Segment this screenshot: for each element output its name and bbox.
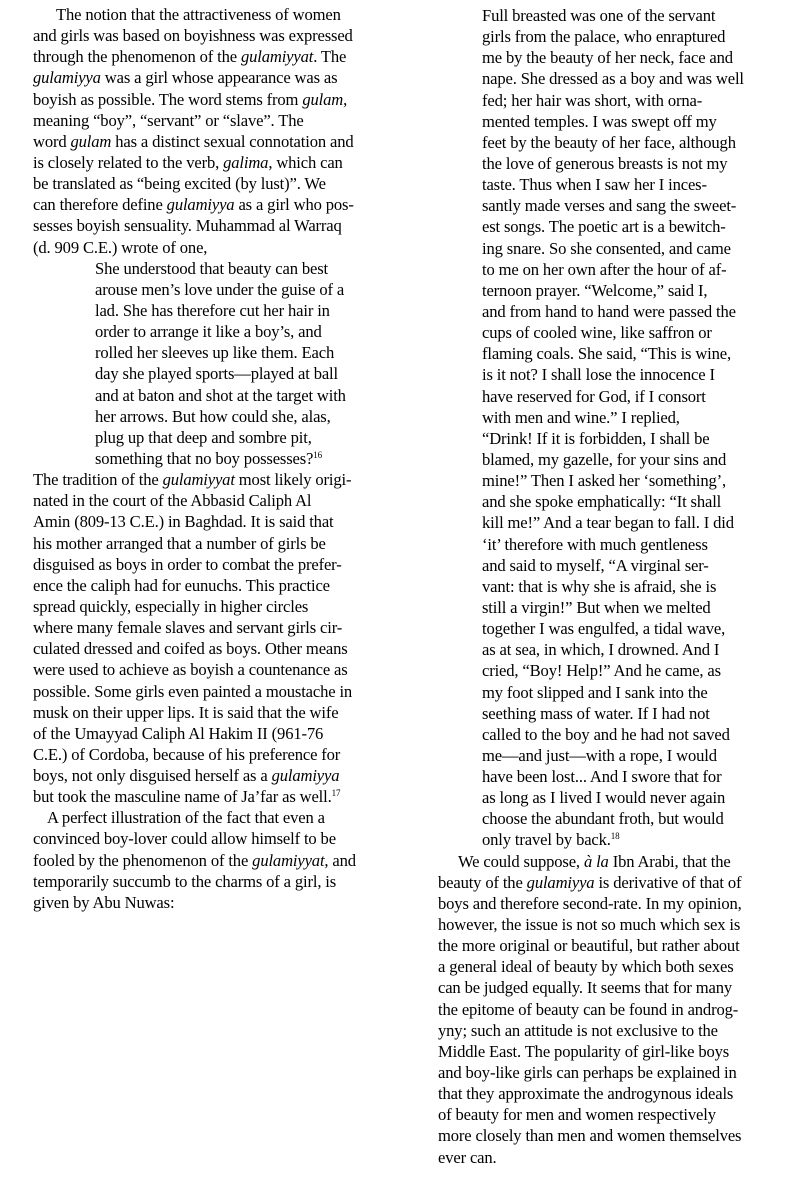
text-line: day she played sports—played at ball [95,364,338,384]
text-line: with men and wine.” I replied, [482,407,680,427]
text-line: word gulam has a distinct sexual connotation and [33,131,354,151]
text-line: ing snare. So she consented, and came [482,238,731,258]
text-line: of beauty for men and women respectively [438,1105,716,1125]
text-line: (d. 909 C.E.) wrote of one, [33,237,208,257]
text-line: seething mass of water. If I had not [482,703,710,723]
text-line: something that no boy possesses?$^{16}$ [95,448,322,468]
text-line: still a virgin!” But when we melted [482,597,711,617]
text-line: as at sea, in which, I drowned. And I [482,640,720,660]
text-line: her arrows. But how could she, alas, [95,406,331,426]
text-line: Full breasted was one of the servant [482,6,716,25]
text-line: can therefore define gulamiyya as a girl who pos- [33,195,354,215]
text-line: spread quickly, especially in higher circles [33,596,309,616]
text-line: “Drink! If it is forbidden, I shall be [482,428,710,448]
text-line: fed; her hair was short, with orna- [482,90,703,110]
text-line: called to the boy and he had not saved [482,724,730,744]
text-line: meaning “boy”, “servant” or “slave”. The [33,110,304,130]
text-line: taste. Thus when I saw her I inces- [482,175,707,195]
text-line: and at baton and shot at the target with [95,385,346,405]
text-line: musk on their upper lips. It is said that the wife [33,702,339,722]
text-line: rolled her sleeves up like them. Each [95,343,335,363]
text-line: where many female slaves and servant girls cir- [33,618,343,638]
text-line: cups of cooled wine, like saffron or [482,323,712,343]
text-line: disguised as boys in order to combat the prefer- [33,554,342,574]
text-line: of the Umayyad Caliph Al Hakim II (961-76 [33,723,324,743]
text-line: est songs. The poetic art is a bewitch- [482,217,726,237]
text-line: were used to achieve as boyish a countenance as [33,660,348,680]
text-line: ence the caliph had for eunuchs. This practice [33,575,330,595]
text-line: me by the beauty of her neck, face and [482,48,733,68]
text-line: girls from the palace, who enraptured [482,27,726,47]
text-line: boys and therefore second-rate. In my opinion, [438,893,742,913]
text-line: is it not? I shall lose the innocence I [482,365,715,385]
text-line: and she spoke emphatically: “It shall [482,492,722,512]
text-line: Middle East. The popularity of girl-like boys [438,1041,730,1061]
text-line: ‘it’ therefore with much gentleness [482,534,708,554]
text-line: ever can. [438,1147,497,1167]
text-line: lad. She has therefore cut her hair in [95,300,330,320]
text-line: yny; such an attitude is not exclusive to the [438,1020,718,1040]
text-line: cried, “Boy! Help!” And he came, as [482,661,721,681]
text-line: order to arrange it like a boy’s, and [95,322,322,342]
text-line: Amin (809-13 C.E.) in Baghdad. It is said that [33,512,334,532]
text-line: feet by the beauty of her face, although [482,132,736,152]
text-line: ternoon prayer. “Welcome,” said I, [482,280,708,300]
text-line: santly made verses and sang the sweet- [482,196,737,216]
text-line: and said to myself, “A virginal ser- [482,555,709,575]
text-line: the love of generous breasts is not my [482,153,728,173]
text-line: C.E.) of Cordoba, because of his preference for [33,744,341,764]
text-line: A perfect illustration of the fact that even a [47,808,325,828]
text-line: be translated as “being excited (by lust)”. We [33,174,326,194]
text-line: blamed, my gazelle, for your sins and [482,449,727,469]
text-line: We could suppose, à la Ibn Arabi, that the [458,851,731,871]
text-line: but took the masculine name of Ja’far as well.$^{17}$ [33,787,341,807]
text-line: a general ideal of beauty by which both sexes [438,957,734,977]
text-line: fooled by the phenomenon of the gulamiyyat, and [33,850,356,870]
text-line: through the phenomenon of the gulamiyyat. The [33,47,347,67]
text-line: me—and just—with a rope, I would [482,745,717,765]
text-line: to me on her own after the hour of af- [482,259,727,279]
text-line: beauty of the gulamiyya is derivative of that of [438,872,742,892]
text-line: however, the issue is not so much which sex is [438,915,741,935]
text-line: gulamiyya was a girl whose appearance was as [33,68,338,88]
text-line: boys, not only disguised herself as a gulamiyya [33,766,340,786]
text-line: mented temples. I was swept off my [482,111,717,131]
text-line: only travel by back.$^{18}$ [482,830,620,850]
text-line: mine!” Then I asked her ‘something’, [482,471,727,491]
text-line: the epitome of beauty can be found in androg- [438,999,739,1019]
text-line: choose the abundant froth, but would [482,809,724,829]
text-line: as long as I lived I would never again [482,788,726,808]
text-line: and from hand to hand were passed the [482,301,736,321]
text-line: have been lost... And I swore that for [482,767,722,787]
text-line: and girls was based on boyishness was expressed [33,26,353,46]
text-line: convinced boy-lover could allow himself to be [33,829,336,849]
text-line: have reserved for God, if I consort [482,386,706,406]
text-line: the more original or beautiful, but rather about [438,936,740,956]
text-line: his mother arranged that a number of girls be [33,533,326,553]
text-line: temporarily succumb to the charms of a girl, is [33,871,337,891]
text-line: flaming coals. She said, “This is wine, [482,344,732,364]
text-line: arouse men’s love under the guise of a [95,279,345,299]
text-line: plug up that deep and sombre pit, [95,427,312,447]
text-line: and boy-like girls can perhaps be explained in [438,1063,737,1083]
text-line: can be judged equally. It seems that for many [438,978,732,998]
text-line: culated dressed and coifed as boys. Other means [33,639,348,659]
right-column [438,5,798,1168]
text-line: that they approximate the androgynous ideals [438,1084,734,1104]
text-line: She understood that beauty can best [95,258,328,278]
text-line: together I was engulfed, a tidal wave, [482,619,726,639]
text-line: vant: that is why she is afraid, she is [482,576,717,596]
text-line: my foot slipped and I sank into the [482,682,708,702]
text-line: sesses boyish sensuality. Muhammad al Warraq [33,216,342,236]
text-line: possible. Some girls even painted a moustache in [33,681,353,701]
text-line: The tradition of the gulamiyyat most likely origi- [33,470,352,490]
left-column [28,4,426,913]
text-line: is closely related to the verb, galima, which can [33,152,343,172]
text-line: nated in the court of the Abbasid Caliph Al [33,491,312,511]
text-line: more closely than men and women themselves [438,1126,742,1146]
text-line: The notion that the attractiveness of women [56,5,341,24]
text-line: nape. She dressed as a boy and was well [482,69,744,89]
text-line: given by Abu Nuwas: [33,892,175,912]
text-line: boyish as possible. The word stems from gulam, [33,89,348,109]
text-line: kill me!” And a tear began to fall. I did [482,513,734,533]
